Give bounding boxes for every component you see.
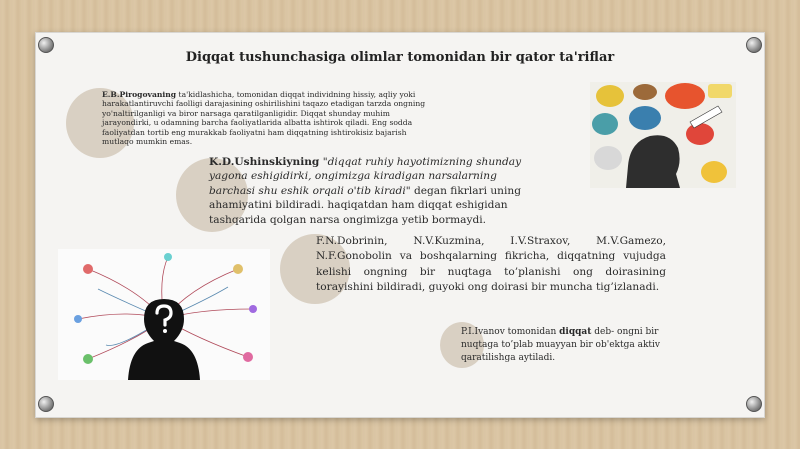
head-bubbles-icon: [590, 82, 736, 188]
slide-title: Diqqat tushunchasiga olimlar tomonidan bir qator ta'riflar: [185, 50, 615, 65]
definition-ivanov-text: deb- ongni bir nuqtaga to’plab muayyan bir ob'ektga aktiv qaratilishga aytiladi.: [461, 327, 660, 363]
definition-pirogova-text: ta'kidlashicha, tomonidan diqqat individning hissiy, aqliy yoki harakatlantiruvchi faolligi darajasining oshirilishini taqazo etadigan tarzda ongning yo'naltirilganligi va biror narsaga qaratilganligidir. Diqqat shunday muhim jarayondirki, u odamning barcha faoliyatlarida albatta ishtirok qiladi. Eng sodda faoliyatdan tortib eng murakkab faoliyatni ham diqqatning ishtirokisiz bajarish mutlaqo mumkin emas.: [102, 90, 426, 147]
definition-dobrinin: [316, 234, 666, 296]
pin-bottom-left-icon: [38, 396, 54, 412]
author-pirogova: E.B.Pirogovaning: [102, 90, 177, 99]
definition-ushinskiy-text: degan fikrlari uning ahamiyatini bildiradi. haqiqatdan ham diqqat eshigidan tashqarida qolgan narsa ongimizga yetib bormaydi.: [209, 184, 521, 226]
definition-dobrinin-text: F.N.Dobrinin, N.V.Kuzmina, I.V.Straxov, M.V.Gamezo, N.F.Gonobolin va boshqalarning fikricha, diqqatning vujudga kelishi ongning bir nuqtaga to’planishi ong doirasining torayishini bildiradi, guyoki ong doirasi bir muncha tig’izlanadi.: [316, 235, 666, 294]
definition-ivanov: [461, 326, 686, 365]
question-head-illustration: [58, 249, 270, 380]
keyword-diqqat: diqqat: [559, 327, 592, 337]
definition-pirogova: [102, 90, 437, 146]
head-thought-bubbles-illustration: [590, 82, 736, 188]
quote-ushinskiy: "diqqat ruhiy hayotimizning shunday yagona eshigidirki, ongimizga kiradigan narsalarning barchasi shu eshik orqali o'tib kiradi": [209, 156, 522, 197]
question-silhouette-icon: [58, 249, 270, 380]
definition-ivanov-pre: P.I.Ivanov tomonidan: [461, 327, 560, 337]
pin-bottom-right-icon: [746, 396, 762, 412]
author-ushinskiy: K.D.Ushinskiyning: [209, 156, 320, 168]
definition-ushinskiy: [209, 155, 539, 227]
